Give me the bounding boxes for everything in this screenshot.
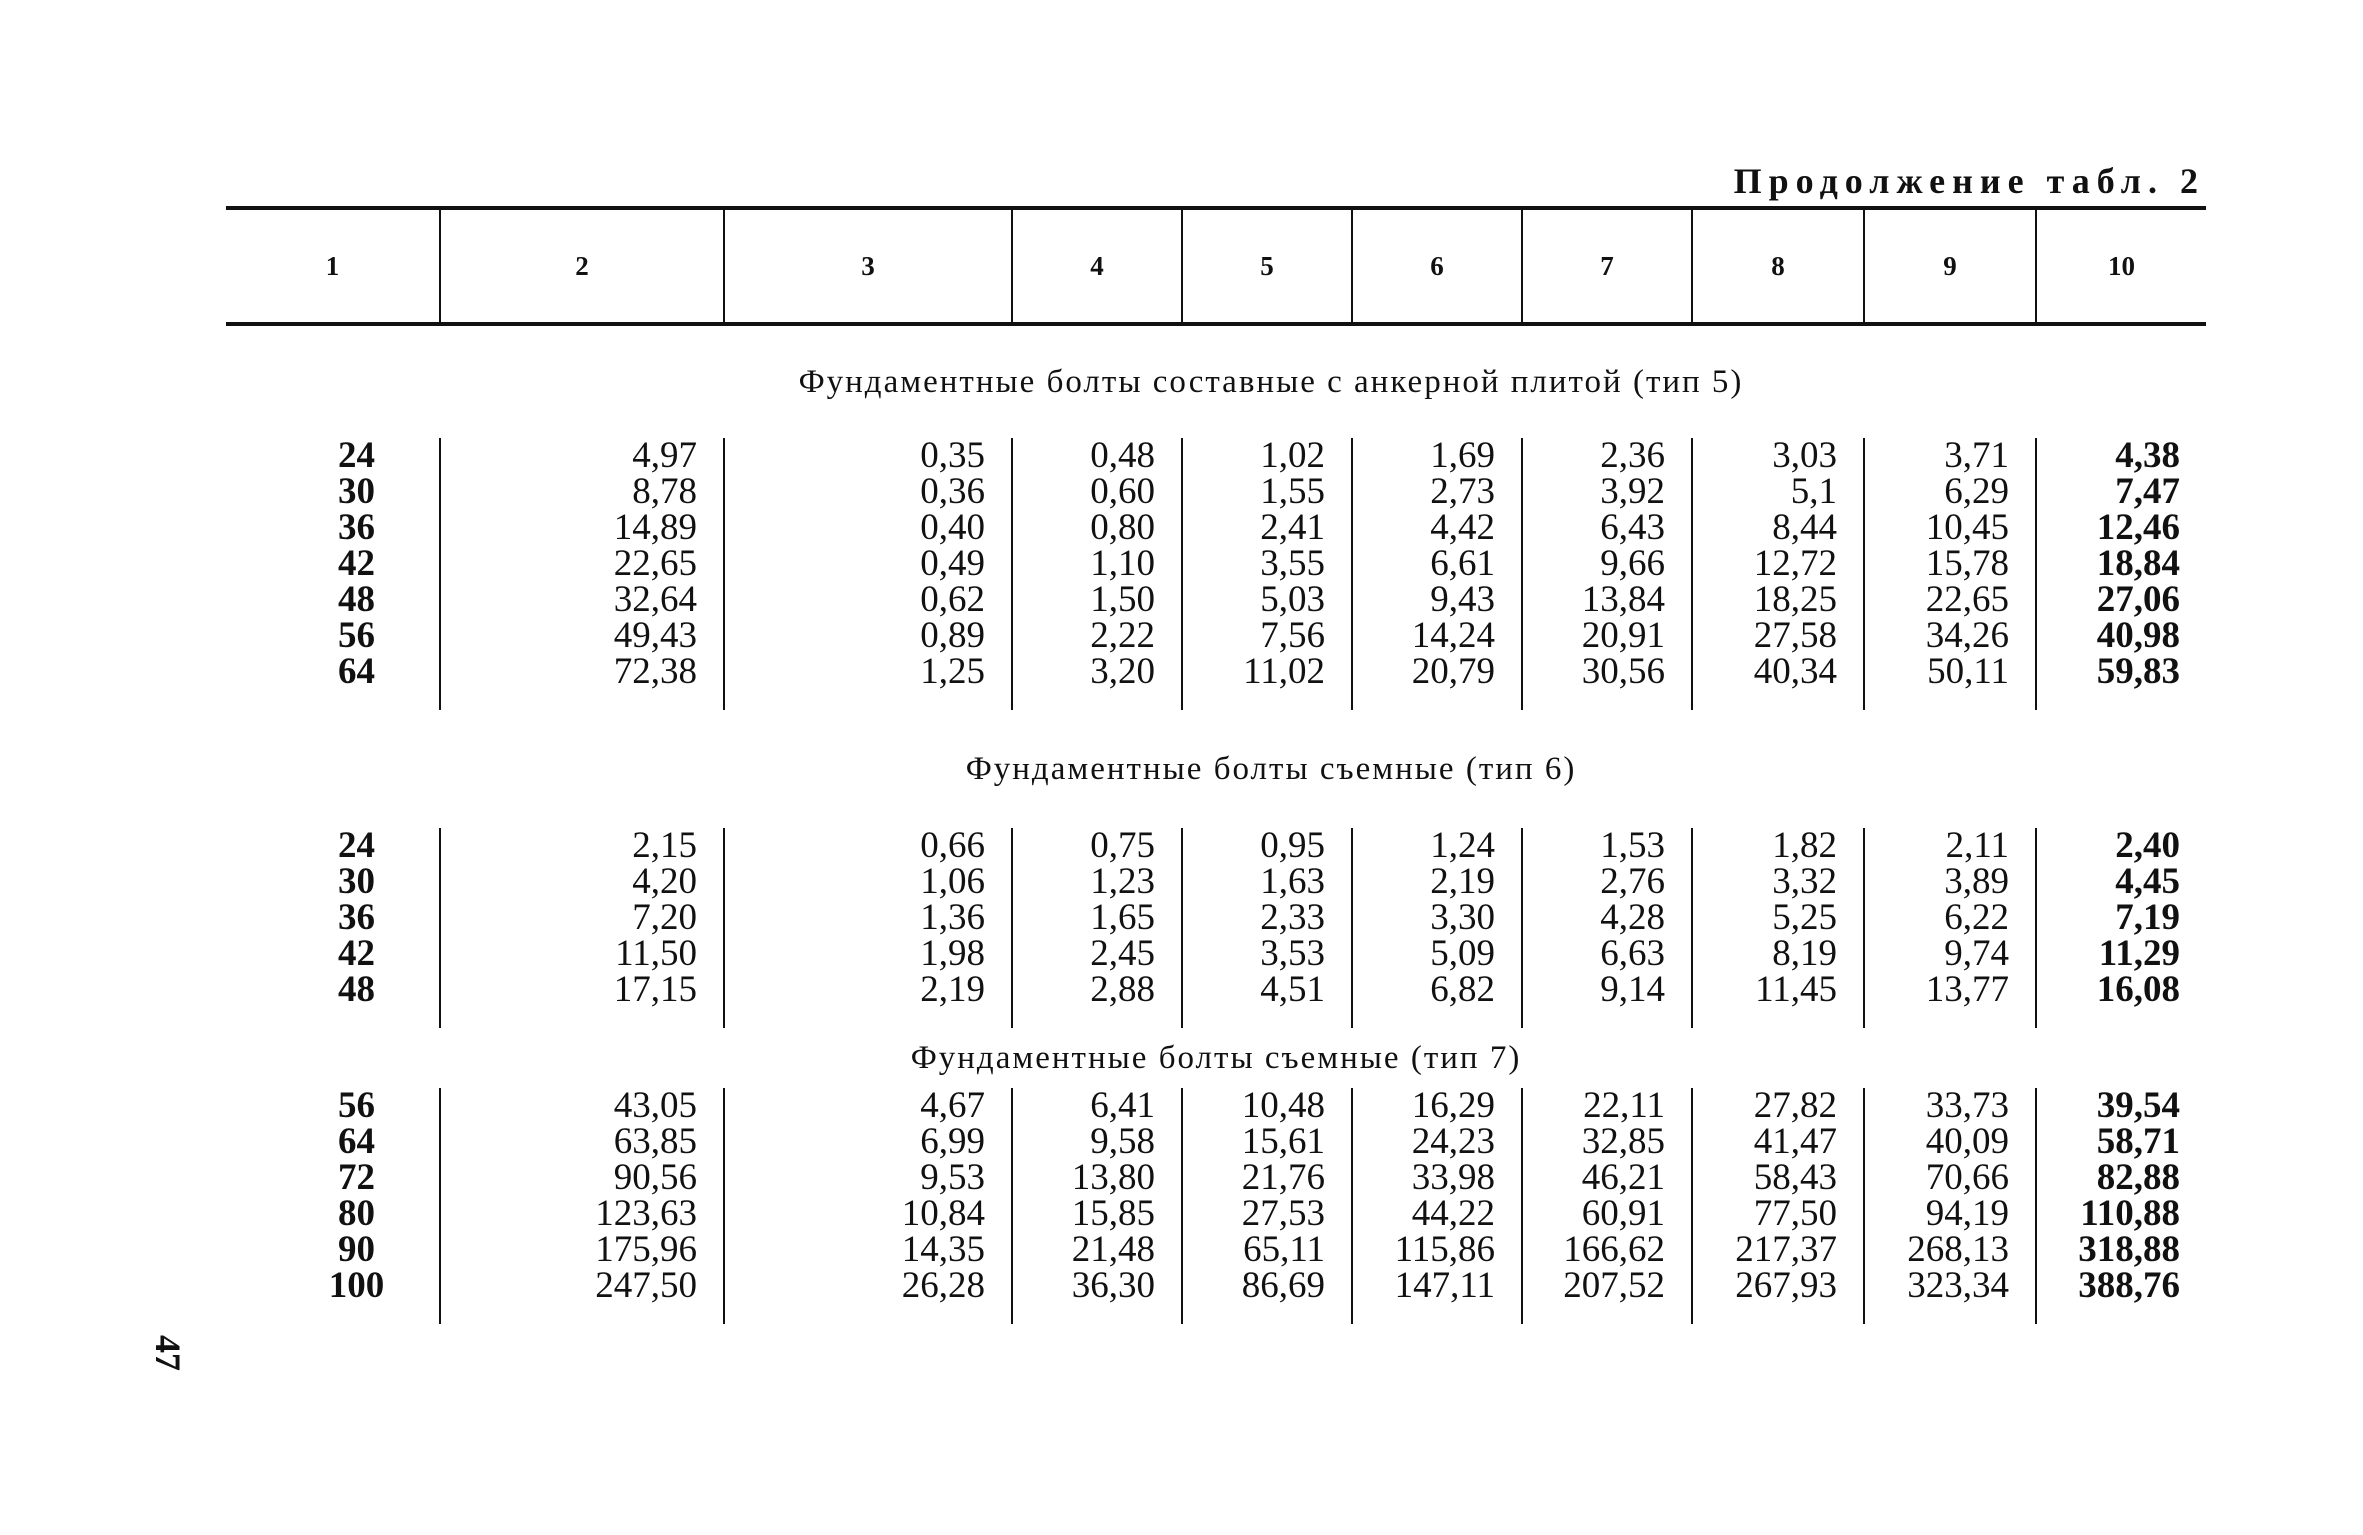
table-value: 388,76 bbox=[2078, 1265, 2180, 1306]
table-value: 147,11 bbox=[1394, 1265, 1495, 1306]
table-value: 7,56 bbox=[1260, 615, 1325, 656]
table-value: 70,66 bbox=[1925, 1157, 2009, 1198]
data-column-cell bbox=[1692, 435, 1864, 692]
section-title-cell bbox=[226, 710, 2206, 828]
data-column-cell bbox=[226, 1085, 440, 1306]
table-value: 41,47 bbox=[1753, 1121, 1837, 1162]
gap-cell bbox=[2036, 1304, 2206, 1324]
table-value: 90,56 bbox=[613, 1157, 697, 1198]
data-column-cell bbox=[1864, 825, 2036, 1010]
table-value: 18,25 bbox=[1753, 579, 1837, 620]
table-value: 26,28 bbox=[901, 1265, 985, 1306]
table-value: 32,64 bbox=[613, 579, 697, 620]
section-gap bbox=[226, 690, 2206, 710]
table-value: 2,88 bbox=[1090, 969, 1155, 1010]
table-value: 0,36 bbox=[920, 471, 985, 512]
gap-cell bbox=[1692, 1008, 1864, 1028]
table-value: 20,91 bbox=[1581, 615, 1665, 656]
table-value: 4,51 bbox=[1260, 969, 1325, 1010]
table-value: 2,15 bbox=[632, 825, 697, 866]
table-value: 8,78 bbox=[632, 471, 697, 512]
table-value: 5,1 bbox=[1790, 471, 1837, 512]
table-value: 11,02 bbox=[1243, 651, 1325, 692]
data-column-cell bbox=[1522, 1085, 1692, 1306]
table-value: 94,19 bbox=[1925, 1193, 2009, 1234]
table-value: 2,45 bbox=[1090, 933, 1155, 974]
data-column-cell bbox=[1012, 435, 1182, 692]
section-data-row bbox=[226, 438, 2206, 690]
gap-cell bbox=[1692, 690, 1864, 710]
table-value: 5,25 bbox=[1772, 897, 1837, 938]
section-title-cell bbox=[226, 1028, 2206, 1088]
gap-cell bbox=[1864, 1304, 2036, 1324]
table-value: 33,73 bbox=[1925, 1085, 2009, 1126]
table-value: 30,56 bbox=[1581, 651, 1665, 692]
table-value: 11,50 bbox=[615, 933, 697, 974]
column-header: 10 bbox=[2036, 208, 2206, 324]
data-column-cell bbox=[1522, 435, 1692, 692]
column-header: 9 bbox=[1864, 208, 2036, 324]
table-value: 24 bbox=[338, 825, 375, 866]
gap-cell bbox=[440, 1304, 724, 1324]
table-value: 1,24 bbox=[1430, 825, 1495, 866]
table-value: 42 bbox=[338, 933, 375, 974]
table-value: 13,84 bbox=[1581, 579, 1665, 620]
table-value: 1,25 bbox=[920, 651, 985, 692]
table-value: 14,35 bbox=[901, 1229, 985, 1270]
column-header: 7 bbox=[1522, 208, 1692, 324]
data-column-cell bbox=[1352, 1085, 1522, 1306]
table-value: 247,50 bbox=[595, 1265, 697, 1306]
data-column-cell bbox=[1012, 1085, 1182, 1306]
table-value: 24 bbox=[338, 435, 375, 476]
data-column-cell bbox=[1012, 825, 1182, 1010]
table-value: 3,53 bbox=[1260, 933, 1325, 974]
table-value: 0,95 bbox=[1260, 825, 1325, 866]
column-header: 4 bbox=[1012, 208, 1182, 324]
table-value: 30 bbox=[338, 861, 375, 902]
table-value: 14,89 bbox=[613, 507, 697, 548]
table-value: 4,67 bbox=[920, 1085, 985, 1126]
table-value: 1,36 bbox=[920, 897, 985, 938]
table-value: 9,14 bbox=[1600, 969, 1665, 1010]
table-value: 65,11 bbox=[1243, 1229, 1325, 1270]
column-header: 2 bbox=[440, 208, 724, 324]
table-value: 323,34 bbox=[1907, 1265, 2009, 1306]
table-value: 21,48 bbox=[1071, 1229, 1155, 1270]
table-value: 9,66 bbox=[1600, 543, 1665, 584]
gap-cell bbox=[1352, 1008, 1522, 1028]
section-title: Фундаментные болты съемные (тип 7) bbox=[910, 1040, 1522, 1076]
data-column-cell bbox=[2036, 825, 2206, 1010]
table-value: 0,89 bbox=[920, 615, 985, 656]
section-title-row bbox=[226, 710, 2206, 828]
table-value: 6,43 bbox=[1600, 507, 1665, 548]
section-title-cell bbox=[226, 324, 2206, 438]
table-value: 30 bbox=[338, 471, 375, 512]
section-title: Фундаментные болты съемные (тип 6) bbox=[965, 751, 1577, 787]
table-value: 6,22 bbox=[1944, 897, 2009, 938]
table-value: 56 bbox=[338, 1085, 375, 1126]
table-value: 58,43 bbox=[1753, 1157, 1837, 1198]
table-value: 39,54 bbox=[2096, 1085, 2180, 1126]
gap-cell bbox=[1352, 1304, 1522, 1324]
table-value: 175,96 bbox=[595, 1229, 697, 1270]
table-value: 48 bbox=[338, 969, 375, 1010]
table-value: 64 bbox=[338, 651, 375, 692]
section-title-row bbox=[226, 1028, 2206, 1088]
column-header: 5 bbox=[1182, 208, 1352, 324]
table-value: 22,11 bbox=[1583, 1085, 1665, 1126]
table-value: 1,98 bbox=[920, 933, 985, 974]
table-value: 115,86 bbox=[1394, 1229, 1495, 1270]
table-value: 20,79 bbox=[1411, 651, 1495, 692]
table-value: 10,84 bbox=[901, 1193, 985, 1234]
table-value: 4,28 bbox=[1600, 897, 1665, 938]
table-value: 1,02 bbox=[1260, 435, 1325, 476]
gap-cell bbox=[1182, 1008, 1352, 1028]
table-value: 1,55 bbox=[1260, 471, 1325, 512]
table-value: 2,40 bbox=[2115, 825, 2180, 866]
table-value: 10,48 bbox=[1241, 1085, 1325, 1126]
table-value: 2,41 bbox=[1260, 507, 1325, 548]
table-value: 27,06 bbox=[2096, 579, 2180, 620]
table-value: 16,08 bbox=[2096, 969, 2180, 1010]
table-value: 1,82 bbox=[1772, 825, 1837, 866]
table-value: 22,65 bbox=[1925, 579, 2009, 620]
table-value: 4,20 bbox=[632, 861, 697, 902]
table-value: 11,45 bbox=[1755, 969, 1837, 1010]
table-value: 9,43 bbox=[1430, 579, 1495, 620]
table-value: 4,45 bbox=[2115, 861, 2180, 902]
table-value: 40,98 bbox=[2096, 615, 2180, 656]
table-value: 49,43 bbox=[613, 615, 697, 656]
table-value: 34,26 bbox=[1925, 615, 2009, 656]
gap-cell bbox=[1522, 1008, 1692, 1028]
data-column-cell bbox=[2036, 435, 2206, 692]
data-column-cell bbox=[440, 1085, 724, 1306]
table-value: 6,99 bbox=[920, 1121, 985, 1162]
data-column-cell bbox=[1864, 1085, 2036, 1306]
table-value: 58,71 bbox=[2096, 1121, 2180, 1162]
table-value: 6,82 bbox=[1430, 969, 1495, 1010]
table-value: 1,63 bbox=[1260, 861, 1325, 902]
table-value: 12,72 bbox=[1753, 543, 1837, 584]
table-value: 64 bbox=[338, 1121, 375, 1162]
table-value: 86,69 bbox=[1241, 1265, 1325, 1306]
gap-cell bbox=[1522, 1304, 1692, 1324]
table-value: 1,06 bbox=[920, 861, 985, 902]
table-value: 15,61 bbox=[1241, 1121, 1325, 1162]
table-value: 5,09 bbox=[1430, 933, 1495, 974]
table-value: 4,97 bbox=[632, 435, 697, 476]
table-value: 16,29 bbox=[1411, 1085, 1495, 1126]
table-value: 82,88 bbox=[2096, 1157, 2180, 1198]
gap-cell bbox=[724, 1304, 1012, 1324]
gap-cell bbox=[2036, 690, 2206, 710]
table-value: 2,11 bbox=[1945, 825, 2009, 866]
gap-cell bbox=[1012, 690, 1182, 710]
column-header: 1 bbox=[325, 250, 340, 281]
gap-cell bbox=[1012, 1008, 1182, 1028]
table-value: 6,61 bbox=[1430, 543, 1495, 584]
table-value: 8,19 bbox=[1772, 933, 1837, 974]
gap-cell bbox=[226, 1008, 440, 1028]
table-value: 2,22 bbox=[1090, 615, 1155, 656]
table-value: 2,19 bbox=[920, 969, 985, 1010]
gap-cell bbox=[1864, 690, 2036, 710]
column-header: 8 bbox=[1692, 208, 1864, 324]
table-value: 3,32 bbox=[1772, 861, 1837, 902]
table-value: 40,09 bbox=[1925, 1121, 2009, 1162]
table-body bbox=[226, 324, 2206, 1324]
table-value: 5,03 bbox=[1260, 579, 1325, 620]
table-value: 27,58 bbox=[1753, 615, 1837, 656]
table-value: 6,63 bbox=[1600, 933, 1665, 974]
table-value: 15,78 bbox=[1925, 543, 2009, 584]
table-value: 7,47 bbox=[2115, 471, 2180, 512]
table-value: 9,74 bbox=[1944, 933, 2009, 974]
table-value: 3,92 bbox=[1600, 471, 1665, 512]
gap-cell bbox=[1352, 690, 1522, 710]
table-value: 1,69 bbox=[1430, 435, 1495, 476]
table-value: 72 bbox=[338, 1157, 375, 1198]
table-value: 13,77 bbox=[1925, 969, 2009, 1010]
table-value: 24,23 bbox=[1411, 1121, 1495, 1162]
gap-cell bbox=[1692, 1304, 1864, 1324]
table-caption: Продолжение табл. 2 bbox=[1733, 161, 2205, 201]
table-value: 12,46 bbox=[2096, 507, 2180, 548]
table-value: 60,91 bbox=[1581, 1193, 1665, 1234]
table-value: 21,76 bbox=[1241, 1157, 1325, 1198]
gap-cell bbox=[440, 690, 724, 710]
table-value: 36,30 bbox=[1071, 1265, 1155, 1306]
table-value: 0,66 bbox=[920, 825, 985, 866]
table-value: 50,11 bbox=[1927, 651, 2009, 692]
table-value: 2,36 bbox=[1600, 435, 1665, 476]
table-value: 8,44 bbox=[1772, 507, 1837, 548]
table-value: 0,75 bbox=[1090, 825, 1155, 866]
section-data-row bbox=[226, 828, 2206, 1008]
data-table bbox=[226, 206, 2206, 1324]
table-value: 27,82 bbox=[1753, 1085, 1837, 1126]
table-value: 1,23 bbox=[1090, 861, 1155, 902]
table-value: 123,63 bbox=[595, 1193, 697, 1234]
data-table-container bbox=[226, 206, 2206, 1324]
data-column-cell bbox=[2036, 1085, 2206, 1306]
section-data-row bbox=[226, 1088, 2206, 1304]
table-value: 2,76 bbox=[1600, 861, 1665, 902]
data-column-cell bbox=[724, 825, 1012, 1010]
table-value: 268,13 bbox=[1907, 1229, 2009, 1270]
data-column-cell bbox=[1352, 825, 1522, 1010]
data-column-cell bbox=[1864, 435, 2036, 692]
table-value: 7,20 bbox=[632, 897, 697, 938]
data-column-cell bbox=[1692, 1085, 1864, 1306]
table-value: 46,21 bbox=[1581, 1157, 1665, 1198]
table-value: 36 bbox=[338, 507, 375, 548]
table-value: 2,73 bbox=[1430, 471, 1495, 512]
table-value: 14,24 bbox=[1411, 615, 1495, 656]
table-value: 48 bbox=[338, 579, 375, 620]
data-column-cell bbox=[724, 1085, 1012, 1306]
data-column-cell bbox=[1522, 825, 1692, 1010]
table-value: 32,85 bbox=[1581, 1121, 1665, 1162]
table-value: 9,53 bbox=[920, 1157, 985, 1198]
table-value: 4,42 bbox=[1430, 507, 1495, 548]
table-value: 100 bbox=[328, 1265, 385, 1306]
data-column-cell bbox=[440, 435, 724, 692]
table-value: 0,35 bbox=[920, 435, 985, 476]
table-value: 3,03 bbox=[1772, 435, 1837, 476]
page-number: 47 bbox=[148, 1335, 188, 1371]
table-value: 10,45 bbox=[1925, 507, 2009, 548]
table-value: 7,19 bbox=[2115, 897, 2180, 938]
table-value: 42 bbox=[338, 543, 375, 584]
table-value: 6,29 bbox=[1944, 471, 2009, 512]
table-value: 59,83 bbox=[2096, 651, 2180, 692]
data-column-cell bbox=[226, 825, 440, 1010]
table-value: 3,30 bbox=[1430, 897, 1495, 938]
table-value: 63,85 bbox=[613, 1121, 697, 1162]
table-value: 13,80 bbox=[1071, 1157, 1155, 1198]
gap-cell bbox=[1012, 1304, 1182, 1324]
gap-cell bbox=[226, 1304, 440, 1324]
table-value: 110,88 bbox=[2080, 1193, 2180, 1234]
gap-cell bbox=[226, 690, 440, 710]
data-column-cell bbox=[226, 435, 440, 692]
table-value: 2,33 bbox=[1260, 897, 1325, 938]
table-value: 40,34 bbox=[1753, 651, 1837, 692]
gap-cell bbox=[1522, 690, 1692, 710]
table-value: 1,50 bbox=[1090, 579, 1155, 620]
gap-cell bbox=[1182, 1304, 1352, 1324]
column-header: 3 bbox=[724, 208, 1012, 324]
table-value: 18,84 bbox=[2096, 543, 2180, 584]
table-value: 15,85 bbox=[1071, 1193, 1155, 1234]
table-value: 3,89 bbox=[1944, 861, 2009, 902]
table-value: 72,38 bbox=[613, 651, 697, 692]
table-value: 2,19 bbox=[1430, 861, 1495, 902]
table-value: 166,62 bbox=[1563, 1229, 1665, 1270]
table-value: 1,53 bbox=[1600, 825, 1665, 866]
data-column-cell bbox=[440, 825, 724, 1010]
table-value: 22,65 bbox=[613, 543, 697, 584]
table-value: 0,48 bbox=[1090, 435, 1155, 476]
table-value: 33,98 bbox=[1411, 1157, 1495, 1198]
header-row bbox=[226, 208, 2206, 324]
table-value: 44,22 bbox=[1411, 1193, 1495, 1234]
table-value: 27,53 bbox=[1241, 1193, 1325, 1234]
column-header: 6 bbox=[1352, 208, 1522, 324]
table-value: 1,10 bbox=[1090, 543, 1155, 584]
data-column-cell bbox=[1182, 825, 1352, 1010]
section-gap bbox=[226, 1304, 2206, 1324]
table-value: 11,29 bbox=[2098, 933, 2180, 974]
table-value: 0,40 bbox=[920, 507, 985, 548]
gap-cell bbox=[2036, 1008, 2206, 1028]
table-value: 80 bbox=[338, 1193, 375, 1234]
table-value: 9,58 bbox=[1090, 1121, 1155, 1162]
table-value: 0,80 bbox=[1090, 507, 1155, 548]
section-title-row bbox=[226, 324, 2206, 438]
gap-cell bbox=[1182, 690, 1352, 710]
gap-cell bbox=[724, 690, 1012, 710]
table-value: 0,49 bbox=[920, 543, 985, 584]
data-column-cell bbox=[1182, 435, 1352, 692]
table-value: 90 bbox=[338, 1229, 375, 1270]
gap-cell bbox=[724, 1008, 1012, 1028]
table-value: 0,60 bbox=[1090, 471, 1155, 512]
table-value: 43,05 bbox=[613, 1085, 697, 1126]
table-value: 207,52 bbox=[1563, 1265, 1665, 1306]
table-value: 3,20 bbox=[1090, 651, 1155, 692]
table-value: 217,37 bbox=[1735, 1229, 1837, 1270]
table-value: 56 bbox=[338, 615, 375, 656]
table-value: 1,65 bbox=[1090, 897, 1155, 938]
table-value: 267,93 bbox=[1735, 1265, 1837, 1306]
data-column-cell bbox=[724, 435, 1012, 692]
table-value: 77,50 bbox=[1753, 1193, 1837, 1234]
table-value: 318,88 bbox=[2078, 1229, 2180, 1270]
data-column-cell bbox=[1352, 435, 1522, 692]
data-column-cell bbox=[1182, 1085, 1352, 1306]
table-value: 3,71 bbox=[1944, 435, 2009, 476]
table-value: 3,55 bbox=[1260, 543, 1325, 584]
section-gap bbox=[226, 1008, 2206, 1028]
table-value: 6,41 bbox=[1090, 1085, 1155, 1126]
table-value: 17,15 bbox=[613, 969, 697, 1010]
table-value: 36 bbox=[338, 897, 375, 938]
data-column-cell bbox=[1692, 825, 1864, 1010]
table-value: 0,62 bbox=[920, 579, 985, 620]
gap-cell bbox=[440, 1008, 724, 1028]
section-title: Фундаментные болты составные с анкерной плитой (тип 5) bbox=[798, 364, 1744, 400]
gap-cell bbox=[1864, 1008, 2036, 1028]
table-value: 4,38 bbox=[2115, 435, 2180, 476]
